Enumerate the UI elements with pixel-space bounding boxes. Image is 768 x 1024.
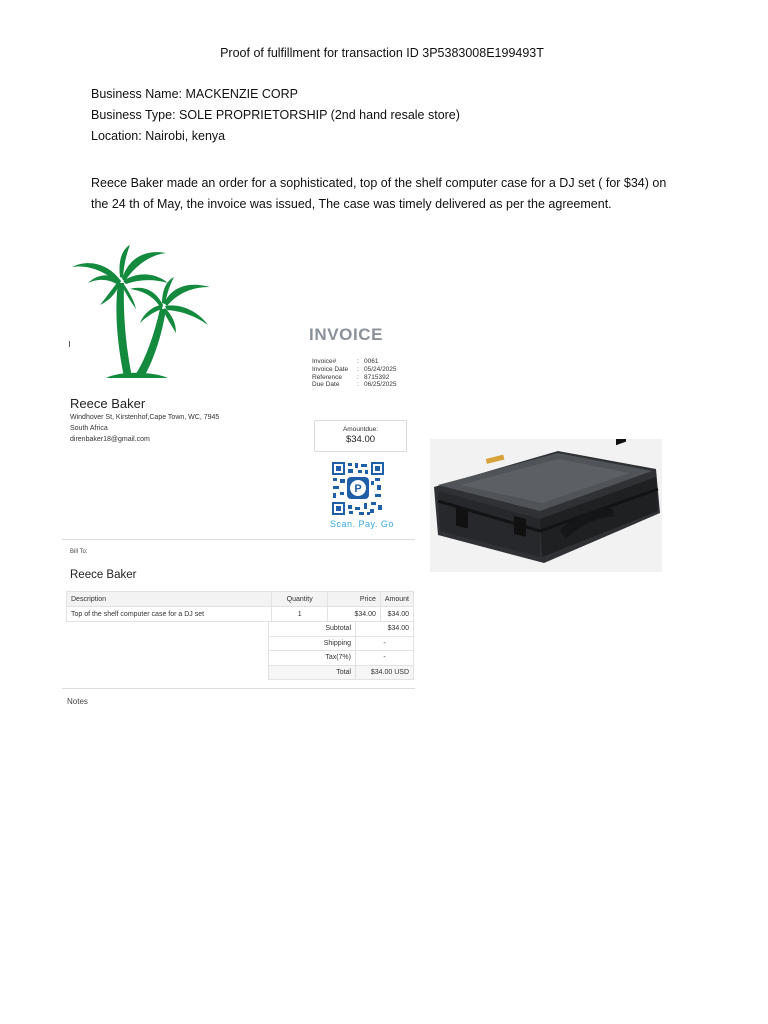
- column-header-amount: Amount: [380, 592, 413, 607]
- total-label: Total: [269, 665, 356, 680]
- item-description: Top of the shelf computer case for a DJ set: [67, 607, 272, 622]
- totals-row: [269, 622, 414, 637]
- subtotal-label: Subtotal: [269, 622, 356, 637]
- invoice-meta-label: Invoice Date: [312, 365, 349, 373]
- business-name: Business Name: MACKENZIE CORP: [91, 87, 298, 101]
- column-header-description: Description: [67, 592, 272, 607]
- invoice-meta-colons: : : : :: [357, 358, 359, 389]
- notes-label: Notes: [67, 697, 88, 706]
- invoice-date: 05/24/2025: [364, 365, 397, 373]
- divider: [62, 539, 415, 540]
- invoice-heading: INVOICE: [309, 325, 384, 344]
- amount-due-label: Amountdue:: [342, 426, 379, 433]
- invoice-items-table: [66, 591, 414, 622]
- tax-value: -: [356, 651, 414, 666]
- divider: [62, 688, 415, 689]
- customer-address-line1: Windhover St, Kirstenhof,Cape Town, WC, 7945: [70, 414, 220, 421]
- laptop-case-image: [430, 439, 662, 572]
- subtotal-value: $34.00: [356, 622, 414, 637]
- shipping-value: -: [356, 636, 414, 651]
- table-row: [67, 607, 414, 622]
- tax-label: Tax(7%): [269, 651, 356, 666]
- order-description-line: Reece Baker made an order for a sophisticated, top of the shelf computer case for a DJ set ( for $34) on: [91, 176, 667, 190]
- palm-trees-icon: [68, 243, 214, 383]
- item-price: $34.00: [328, 607, 380, 622]
- customer-address-line2: South Africa: [70, 425, 108, 432]
- column-header-quantity: Quantity: [271, 592, 327, 607]
- totals-row: [269, 636, 414, 651]
- total-value: $34.00 USD: [356, 665, 414, 680]
- qr-code-icon[interactable]: [331, 461, 385, 516]
- business-location: Location: Nairobi, kenya: [91, 129, 226, 143]
- item-quantity: 1: [271, 607, 327, 622]
- amount-due-value: $34.00: [345, 434, 376, 445]
- invoice-meta-label: Reference: [312, 373, 342, 381]
- invoice-totals-table: [268, 621, 414, 680]
- invoice-meta-label: Invoice#: [312, 358, 337, 365]
- column-header-price: Price: [328, 592, 380, 607]
- shipping-label: Shipping: [269, 636, 356, 651]
- bill-to-label: Bill To:: [70, 549, 88, 555]
- order-description-line: the 24 th of May, the invoice was issued, The case was timely delivered as per the agreement.: [91, 196, 612, 211]
- document-title: Proof of fulfillment for transaction ID 3P5383008E199493T: [220, 46, 544, 60]
- invoice-meta-labels: [312, 358, 348, 389]
- invoice-meta-values: [364, 358, 397, 389]
- business-type: Business Type: SOLE PROPRIETORSHIP (2nd hand resale store): [91, 108, 460, 122]
- totals-row: [269, 665, 414, 680]
- invoice-meta-label: Due Date: [312, 381, 340, 389]
- customer-name: Reece Baker: [70, 396, 146, 411]
- amount-due-box: [314, 420, 407, 452]
- table-header-row: [67, 592, 414, 607]
- bill-to-name: Reece Baker: [70, 569, 137, 581]
- invoice-reference: 8715392: [364, 373, 390, 381]
- invoice-due-date: 06/25/2025: [364, 381, 397, 389]
- item-amount: $34.00: [380, 607, 413, 622]
- invoice-number: 0061: [364, 358, 379, 365]
- totals-row: [269, 651, 414, 666]
- scan-pay-go-label[interactable]: Scan. Pay. Go: [330, 519, 394, 529]
- order-description: [91, 173, 681, 214]
- divider-mark: [69, 341, 70, 347]
- svg-text:P: P: [354, 483, 362, 495]
- customer-email: direnbaker18@gmail.com: [70, 436, 150, 443]
